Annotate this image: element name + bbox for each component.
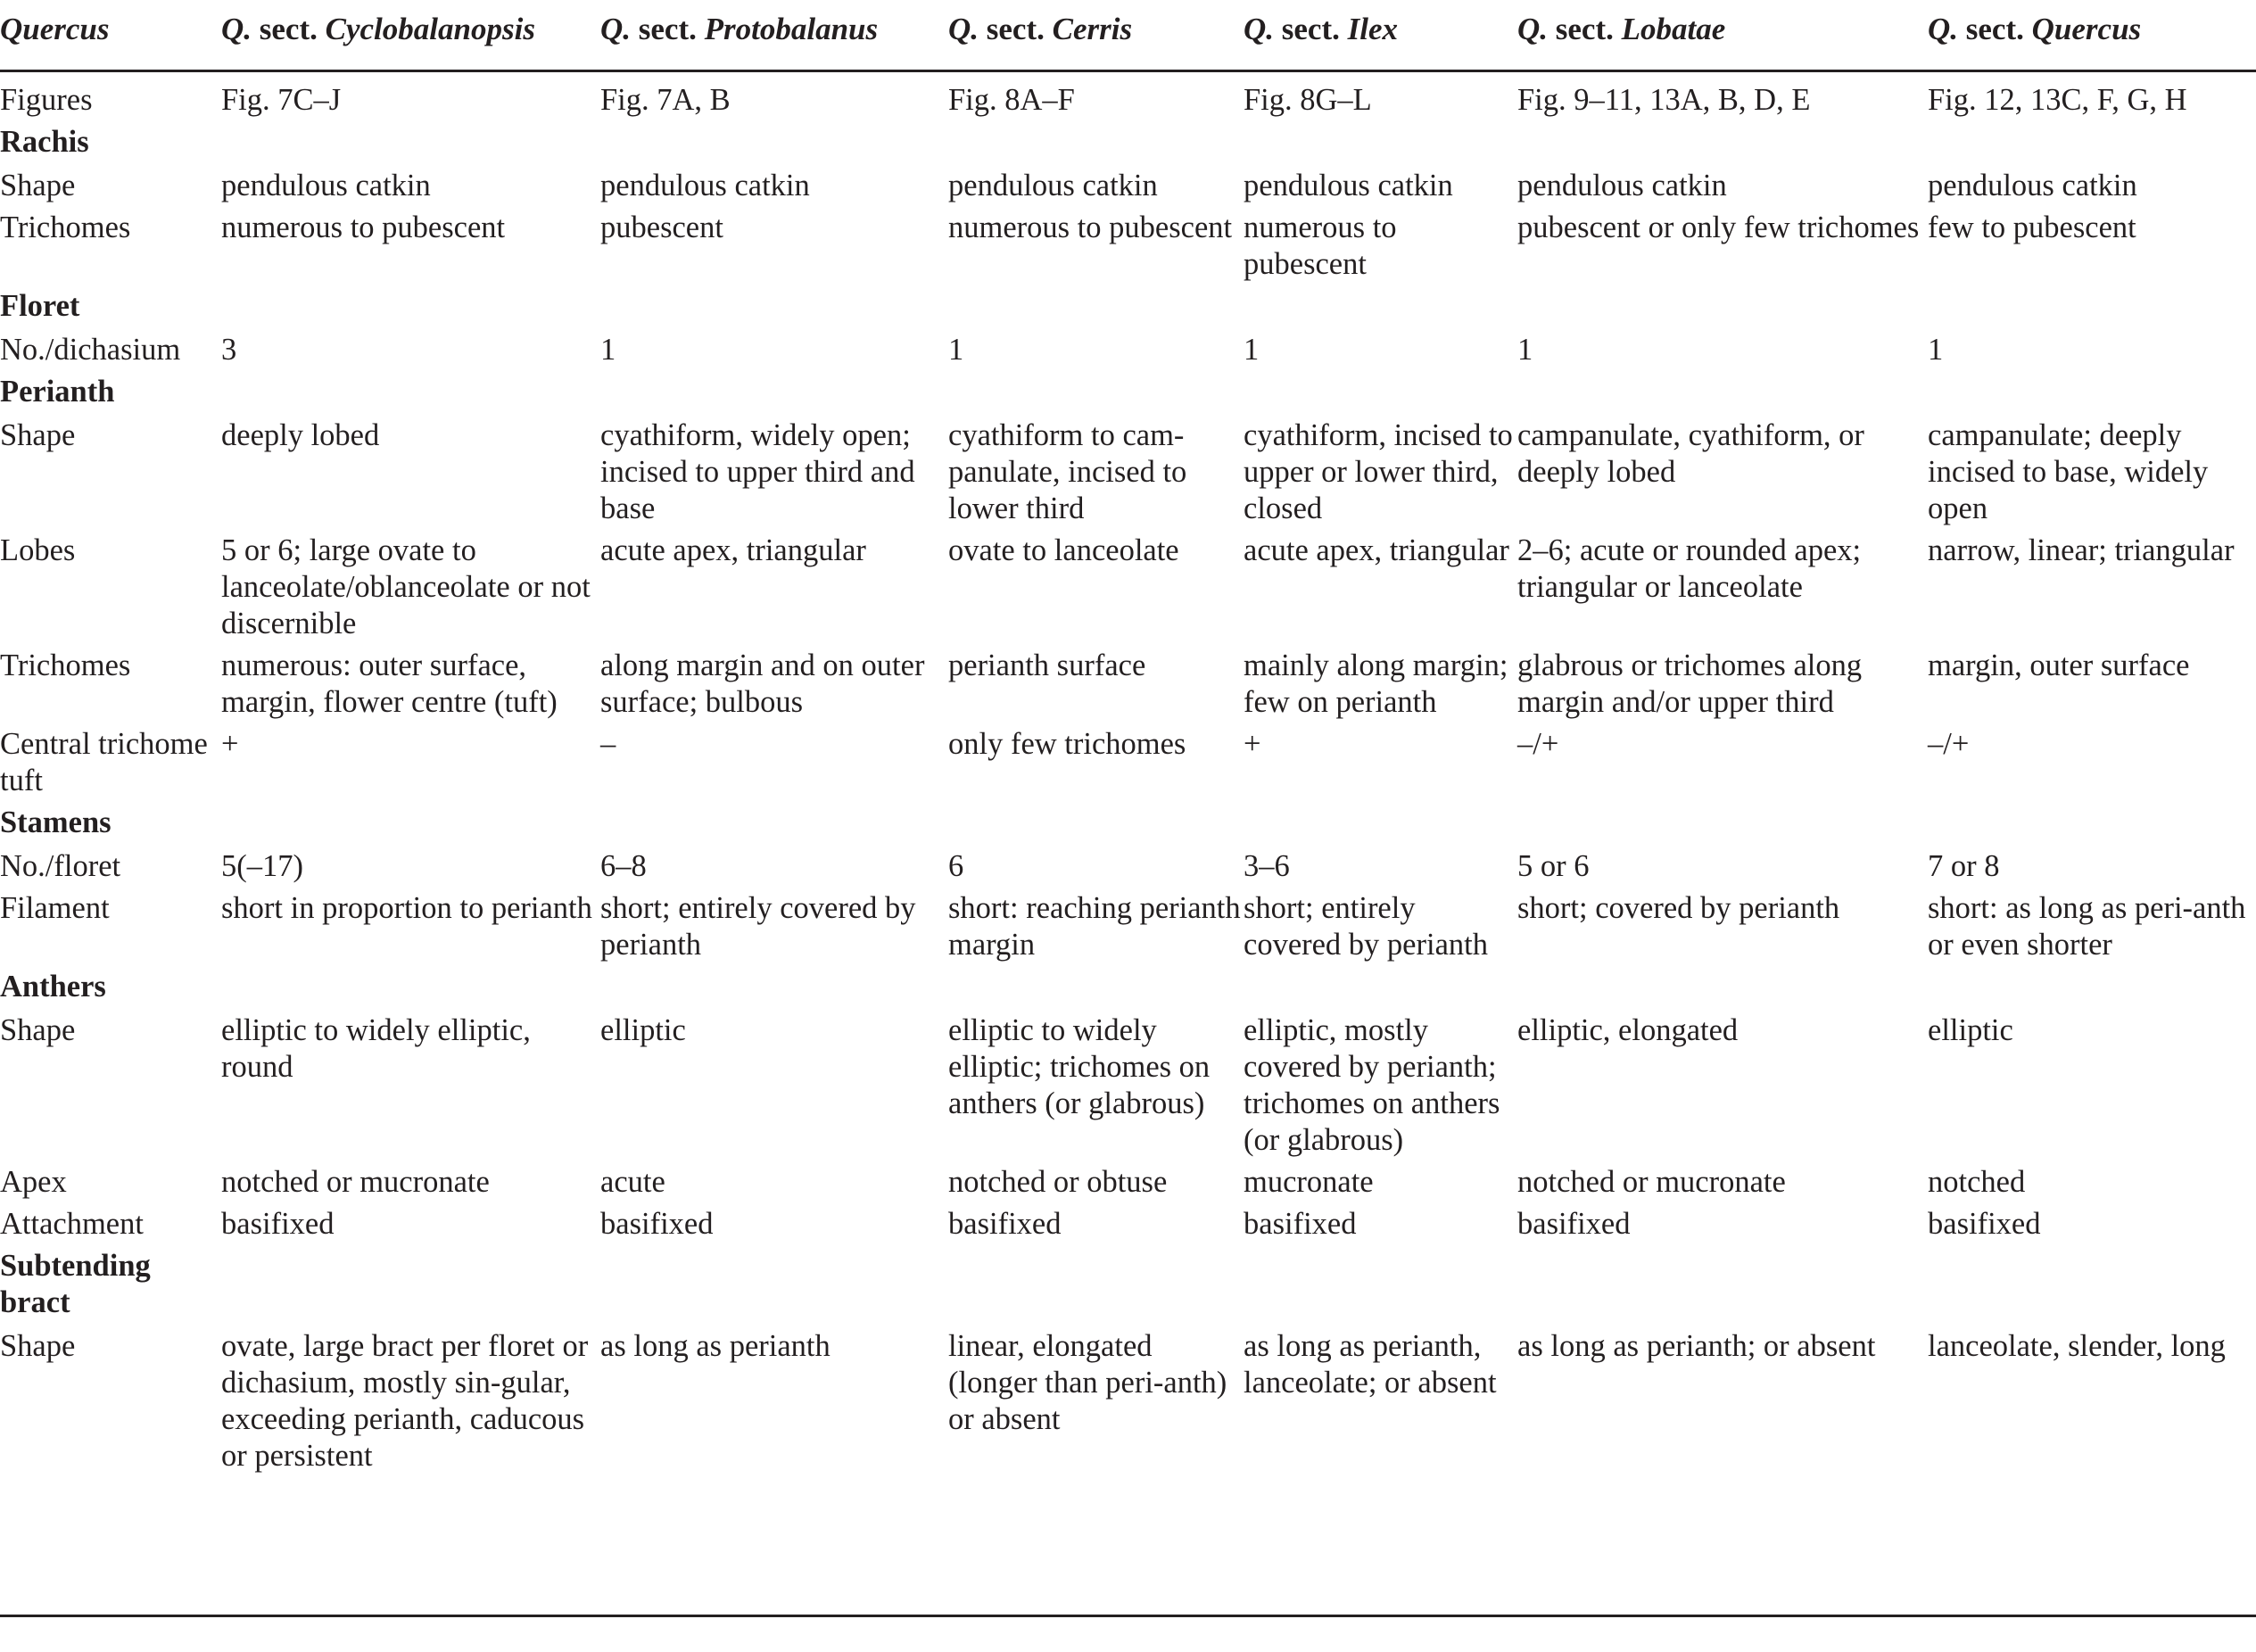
row-label: No./floret	[0, 849, 121, 883]
table-cell: elliptic, mostly covered by perianth; trichomes on anthers (or glabrous)	[1244, 1013, 1500, 1157]
section-row	[0, 124, 2256, 168]
section-spacer	[221, 1248, 2256, 1328]
table-row	[0, 1012, 2256, 1164]
table-cell: numerous: outer surface, margin, flower centre (tuft)	[221, 648, 558, 719]
table-cell: 1	[948, 333, 964, 367]
table-cell: mucronate	[1244, 1165, 1374, 1199]
row-label: Lobes	[0, 533, 76, 567]
table-cell: 6–8	[600, 849, 647, 883]
section-row	[0, 969, 2256, 1012]
section-heading: Subtending bract	[0, 1249, 151, 1319]
row-label: Trichomes	[0, 648, 131, 682]
table-cell: numerous to pubescent	[221, 211, 506, 244]
table-cell: notched or mucronate	[1517, 1165, 1786, 1199]
table-cell: cyathiform to cam-panulate, incised to lower third	[948, 418, 1187, 525]
table-cell: elliptic to widely elliptic, round	[221, 1013, 531, 1084]
header-section: Q. sect. Cerris	[948, 12, 1133, 46]
row-label: Shape	[0, 1013, 76, 1047]
table-cell: few to pubescent	[1928, 211, 2136, 244]
section-heading: Rachis	[0, 125, 89, 159]
table-cell: 1	[1928, 333, 1944, 367]
table-cell: as long as perianth, lanceolate; or absent	[1244, 1329, 1497, 1400]
table-cell: perianth surface	[948, 648, 1146, 682]
table-cell: pendulous catkin	[1244, 169, 1453, 202]
table-cell: 5(–17)	[221, 849, 303, 883]
table-cell: short; entirely covered by perianth	[600, 891, 916, 962]
row-label: No./dichasium	[0, 333, 181, 367]
table-cell: acute apex, triangular	[600, 533, 866, 567]
table-cell: basifixed	[1517, 1207, 1631, 1241]
row-label: Central trichome tuft	[0, 727, 208, 797]
table-cell: 1	[1244, 333, 1260, 367]
table-cell: –/+	[1928, 727, 1970, 761]
table-cell: deeply lobed	[221, 418, 380, 452]
table-row	[0, 726, 2256, 805]
table-cell: 3–6	[1244, 849, 1290, 883]
table-cell: as long as perianth; or absent	[1517, 1329, 1876, 1363]
table-cell: Fig. 8G–L	[1244, 83, 1372, 117]
table-cell: numerous to pubescent	[1244, 211, 1397, 281]
table-cell: elliptic, elongated	[1517, 1013, 1739, 1047]
table-cell: short; covered by perianth	[1517, 891, 1840, 925]
table-row	[0, 1164, 2256, 1206]
section-heading: Perianth	[0, 375, 115, 409]
section-row	[0, 288, 2256, 332]
table-cell: ovate, large bract per floret or dichasium, mostly sin-gular, exceeding perianth, caducous or persistent	[221, 1329, 589, 1473]
table-cell: Fig. 8A–F	[948, 83, 1075, 117]
table-row	[0, 1328, 2256, 1480]
table-cell: numerous to pubescent	[948, 211, 1233, 244]
table-cell: basifixed	[1244, 1207, 1357, 1241]
table-cell: 2–6; acute or rounded apex; triangular or lanceolate	[1517, 533, 1862, 604]
table-cell: pubescent	[600, 211, 723, 244]
section-row	[0, 1248, 2256, 1328]
table-cell: 5 or 6; large ovate to lanceolate/oblanceolate or not discernible	[221, 533, 591, 640]
table-cell: basifixed	[948, 1207, 1062, 1241]
table-cell: 7 or 8	[1928, 849, 2000, 883]
table-cell: pendulous catkin	[221, 169, 431, 202]
header-genus: Quercus	[0, 12, 110, 46]
header-section: Q. sect. Protobalanus	[600, 12, 879, 46]
table-cell: short: reaching perianth margin	[948, 891, 1241, 962]
table-cell: Fig. 7C–J	[221, 83, 342, 117]
header-section: Q. sect. Cyclobalanopsis	[221, 12, 535, 46]
table-row	[0, 533, 2256, 648]
table-cell: elliptic	[1928, 1013, 2013, 1047]
table-row	[0, 1206, 2256, 1248]
row-label: Apex	[0, 1165, 67, 1199]
row-label: Shape	[0, 418, 76, 452]
table-cell: 1	[600, 333, 616, 367]
table-row	[0, 890, 2256, 969]
table-cell: 5 or 6	[1517, 849, 1590, 883]
table-cell: Fig. 9–11, 13A, B, D, E	[1517, 83, 1811, 117]
header-section: Q. sect. Ilex	[1244, 12, 1399, 46]
table-cell: basifixed	[1928, 1207, 2041, 1241]
table-cell: along margin and on outer surface; bulbous	[600, 648, 925, 719]
table-cell: cyathiform, widely open; incised to upper third and base	[600, 418, 915, 525]
row-label: Trichomes	[0, 211, 131, 244]
table-cell: Fig. 7A, B	[600, 83, 731, 117]
table-cell: –/+	[1517, 727, 1559, 761]
table-row	[0, 210, 2256, 288]
table-cell: pendulous catkin	[1517, 169, 1727, 202]
table-cell: 3	[221, 333, 237, 367]
table-row	[0, 168, 2256, 210]
row-label: Attachment	[0, 1207, 144, 1241]
table-cell: notched	[1928, 1165, 2026, 1199]
header-section: Q. sect. Quercus	[1928, 12, 2142, 46]
table-cell: glabrous or trichomes along margin and/or upper third	[1517, 648, 1863, 719]
table-cell: basifixed	[221, 1207, 335, 1241]
table-row	[0, 332, 2256, 374]
section-heading: Stamens	[0, 805, 112, 839]
table-cell: pendulous catkin	[948, 169, 1158, 202]
table-cell: 6	[948, 849, 964, 883]
header-section: Q. sect. Lobatae	[1517, 12, 1726, 46]
comparison-table	[0, 11, 2256, 1480]
table-cell: Fig. 12, 13C, F, G, H	[1928, 83, 2187, 117]
table-cell: linear, elongated (longer than peri-anth) or absent	[948, 1329, 1227, 1436]
section-row	[0, 805, 2256, 848]
table-cell: campanulate, cyathiform, or deeply lobed	[1517, 418, 1864, 489]
row-label: Shape	[0, 169, 76, 202]
table-cell: pendulous catkin	[600, 169, 810, 202]
table-cell: ovate to lanceolate	[948, 533, 1179, 567]
table-cell: short in proportion to perianth	[221, 891, 592, 925]
table-cell: +	[221, 727, 239, 761]
row-label: Figures	[0, 83, 93, 117]
table-cell: acute	[600, 1165, 665, 1199]
section-heading: Anthers	[0, 970, 106, 1004]
row-label: Filament	[0, 891, 110, 925]
footer-rule	[0, 1615, 2256, 1617]
table-cell: pendulous catkin	[1928, 169, 2137, 202]
table-cell: only few trichomes	[948, 727, 1186, 761]
table-cell: basifixed	[600, 1207, 714, 1241]
section-row	[0, 374, 2256, 417]
table-cell: mainly along margin; few on perianth	[1244, 648, 1508, 719]
table-cell: short; entirely covered by perianth	[1244, 891, 1488, 962]
header-row	[0, 11, 2256, 70]
table-row	[0, 417, 2256, 533]
table-cell: pubescent or only few trichomes	[1517, 211, 1920, 244]
table-cell: campanulate; deeply incised to base, widely open	[1928, 418, 2209, 525]
table-cell: –	[600, 727, 616, 761]
table-row	[0, 70, 2256, 124]
table-cell: acute apex, triangular	[1244, 533, 1509, 567]
row-label: Shape	[0, 1329, 76, 1363]
table-cell: 1	[1517, 333, 1533, 367]
table-cell: as long as perianth	[600, 1329, 831, 1363]
table-cell: elliptic to widely elliptic; trichomes on anthers (or glabrous)	[948, 1013, 1211, 1120]
table-cell: cyathiform, incised to upper or lower third, closed	[1244, 418, 1513, 525]
section-heading: Floret	[0, 289, 80, 323]
table-cell: lanceolate, slender, long	[1928, 1329, 2226, 1363]
table-cell: elliptic	[600, 1013, 686, 1047]
table-cell: narrow, linear; triangular	[1928, 533, 2235, 567]
table-cell: +	[1244, 727, 1261, 761]
table-cell: short: as long as peri-anth or even shorter	[1928, 891, 2246, 962]
table-cell: notched or obtuse	[948, 1165, 1168, 1199]
table-cell: margin, outer surface	[1928, 648, 2190, 682]
table-row	[0, 848, 2256, 890]
table-row	[0, 648, 2256, 726]
table-cell: notched or mucronate	[221, 1165, 490, 1199]
